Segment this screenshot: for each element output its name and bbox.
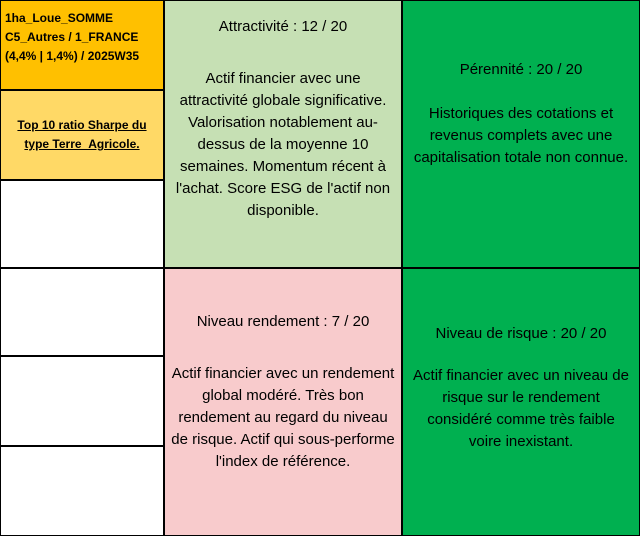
- perennite-panel: [402, 0, 640, 268]
- rendement-description: Actif financier avec un rendement global modéré. Très bon rendement au regard du niveau de risque. Actif qui sous-performe l'index de référence.: [171, 365, 395, 470]
- asset-performance: (4,4% | 1,4%) / 2025W35: [5, 49, 140, 63]
- rendement-title: Niveau rendement : 7 / 20: [196, 313, 370, 330]
- empty-cell-2: [0, 268, 164, 356]
- attractivite-description: Actif financier avec une attractivité globale significative. Valorisation notablement au-dessus de la moyenne 10 semaines. Momentum récent à l'achat. Score ESG de l'actif non disponible.: [175, 70, 391, 219]
- top10-link[interactable]: Top 10 ratio Sharpe du type Terre_Agricole.: [17, 118, 147, 151]
- empty-cell-3: [0, 356, 164, 446]
- empty-cell-1: [0, 180, 164, 268]
- perennite-title: Pérennité : 20 / 20: [459, 61, 583, 78]
- attractivite-title: Attractivité : 12 / 20: [218, 18, 348, 35]
- perennite-description: Historiques des cotations et revenus complets avec une capitalisation totale non connue.: [413, 105, 629, 166]
- risque-description: Actif financier avec un niveau de risque sur le rendement considéré comme très faible voire inexistant.: [413, 367, 629, 450]
- risque-panel: [402, 268, 640, 536]
- asset-title-cell: [0, 0, 164, 90]
- attractivite-panel: [164, 0, 402, 268]
- risque-title: Niveau de risque : 20 / 20: [435, 325, 607, 342]
- rendement-panel: [164, 268, 402, 536]
- asset-name: 1ha_Loue_SOMME: [5, 11, 114, 25]
- asset-category: C5_Autres / 1_FRANCE: [5, 30, 139, 44]
- top10-cell[interactable]: [0, 90, 164, 180]
- empty-cell-4: [0, 446, 164, 536]
